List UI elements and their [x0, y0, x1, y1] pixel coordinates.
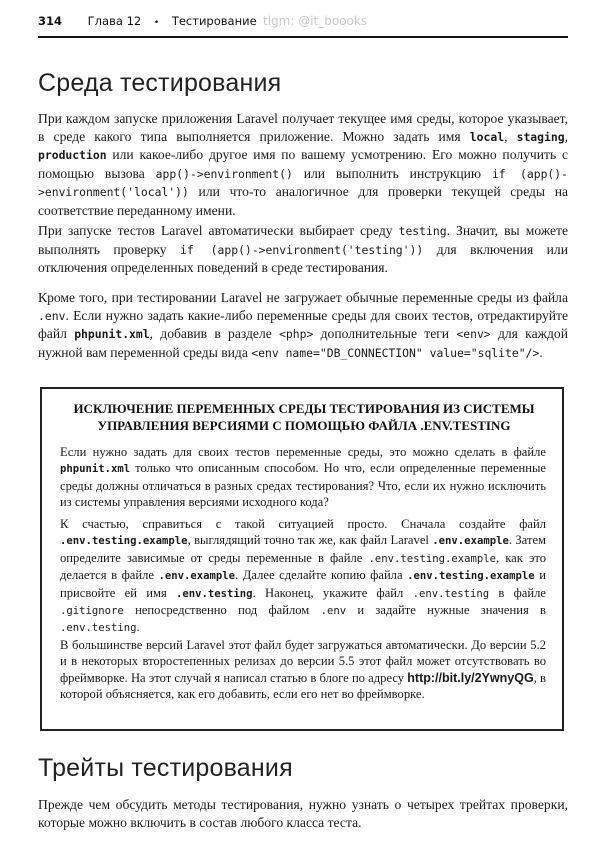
code-env: .env [38, 308, 66, 323]
text-run: К счастью, справиться с такой ситуацией просто. Сначала создайте файл [60, 517, 546, 531]
code-env: .env [320, 605, 347, 618]
text-run: , в которой объясняется, как его добавить, если его нет во фреймворке. [60, 670, 546, 702]
section-label: Тестирование [171, 14, 257, 28]
code-env-testing-example: .env.testing.example [407, 570, 535, 583]
code-gitignore: .gitignore [60, 605, 124, 618]
code-staging: staging [516, 129, 565, 144]
text-run: или какое-либо другое имя по вашему усмотрению. Его можно получить с помощью вызова [38, 147, 568, 181]
header-separator: • [153, 18, 160, 28]
text-run: , добавив в разделе [149, 326, 280, 342]
paragraph-environment-name [38, 110, 568, 220]
text-run: для включения или отключения определенных поведений в среде тестирования. [38, 241, 568, 276]
text-run: , выглядящий точно так же, как файл Laravel [187, 533, 433, 548]
text-run: Кроме того, при тестировании Laravel не загружает обычные переменные среды из файла [38, 290, 568, 305]
text-run: для каждой нужной вам переменной среды вида [38, 326, 568, 360]
code-env-example: .env.example [432, 535, 509, 548]
text-run: . Наконец, укажите файл [252, 585, 413, 600]
code-env-testing-example: .env.testing.example [368, 552, 497, 565]
text-run: Если нужно задать для своих тестов переменные среды, это можно сделать в файле [60, 445, 546, 459]
text-run: дополнительные теги [313, 326, 457, 342]
text-run: При запуске тестов Laravel автоматически выбирает среду [38, 223, 399, 238]
text-run: или выполнить инструкцию [292, 165, 492, 181]
sidebar-box-env-testing [40, 387, 564, 731]
text-run: В большинстве версий Laravel этот файл будет загружаться автоматически. До версии 5.2 и в некоторых второстепенных релизах до версии 5.5 этот файл может отсутствовать во фреймворке. На этот случай я написал статью в блоге по адресу [60, 638, 546, 685]
page-number: 314 [38, 14, 63, 28]
code-env-testing: .env.testing [176, 587, 253, 600]
blog-link[interactable]: http://bit.ly/2YwnyQG [407, 670, 534, 685]
text-run: , [564, 128, 569, 144]
code-production: production [38, 148, 107, 163]
text-run: . Далее сделайте копию файла [235, 568, 408, 583]
code-testing: testing [398, 224, 447, 238]
text-run: , [504, 128, 517, 144]
text-run: При каждом запуске приложения Laravel получает текущее имя среды, которое указывает, в среде какого типа выполняется приложение. Можно задать имя [38, 111, 568, 144]
chapter-label: Глава 12 [87, 14, 142, 28]
text-run: . [539, 344, 543, 360]
text-run: или что-то аналогичное для проверки текущей среды на соответствие переданному имени. [38, 184, 568, 218]
paragraph-testing-env [38, 222, 568, 277]
section-title-traits: Трейты тестирования [38, 754, 293, 782]
paragraph-phpunit-env [38, 289, 568, 362]
text-run: . Значит, вы можете выполнять проверку [38, 223, 568, 257]
code-if-local: if (app()->environment('local')) [38, 166, 568, 200]
code-env-testing: .env.testing [60, 622, 137, 635]
running-header [38, 14, 568, 32]
text-run: . Если нужно задать какие-либо переменные среды для своих тестов, отредактируйте файл [38, 307, 568, 342]
code-env-testing: .env.testing [412, 587, 490, 600]
box-paragraph-1 [60, 444, 546, 511]
section-title-environment: Среда тестирования [38, 69, 282, 97]
box-paragraph-3 [60, 637, 546, 703]
code-phpunit-xml: phpunit.xml [60, 463, 131, 476]
text-run: в файле [489, 585, 547, 600]
code-env-testing-example: .env.testing.example [60, 535, 188, 548]
code-if-testing: if (app()->environment('testing')) [180, 242, 424, 257]
text-run: и задайте нужные значения в [346, 603, 546, 618]
code-phpunit-xml: phpunit.xml [74, 327, 150, 342]
paragraph-traits: Прежде чем обсудить методы тестирования, нужно узнать о четырех трейтах проверки, которые можно включить в состав любого класса теста. [38, 797, 568, 830]
code-env-tag: <env> [456, 327, 491, 342]
header-rule [38, 36, 568, 38]
text-run: . Затем определите зависимые от среды переменные в файле [60, 533, 547, 565]
code-env-example: <env name="DB_CONNECTION" value="sqlite"/> [251, 345, 540, 360]
text-run: , как это делается в файле [60, 550, 546, 583]
box-title: ИСКЛЮЧЕНИЕ ПЕРЕМЕННЫХ СРЕДЫ ТЕСТИРОВАНИЯ ИЗ СИСТЕМЫ УПРАВЛЕНИЯ ВЕРСИЯМИ С ПОМОЩЬЮ ФАЙЛА .ENV.TESTING [73, 401, 535, 433]
box-paragraph-2 [60, 516, 546, 637]
watermark: tlgm: @it_boooks [263, 14, 368, 28]
code-local: local [469, 129, 505, 144]
code-env-example: .env.example [158, 570, 236, 583]
text-run: . [136, 620, 140, 635]
code-app-environment: app()->environment() [155, 166, 293, 181]
text-run: непосредственно под файлом [123, 603, 321, 618]
code-php-tag: <php> [279, 327, 314, 342]
text-run: и присвойте ей имя [60, 568, 546, 600]
text-run: только что описанным способом. Но что, если определенные переменные среды должны отличаться в разных средах тестирования? Что, если их нужно исключить из системы управления версиями исходного кода? [60, 461, 546, 510]
